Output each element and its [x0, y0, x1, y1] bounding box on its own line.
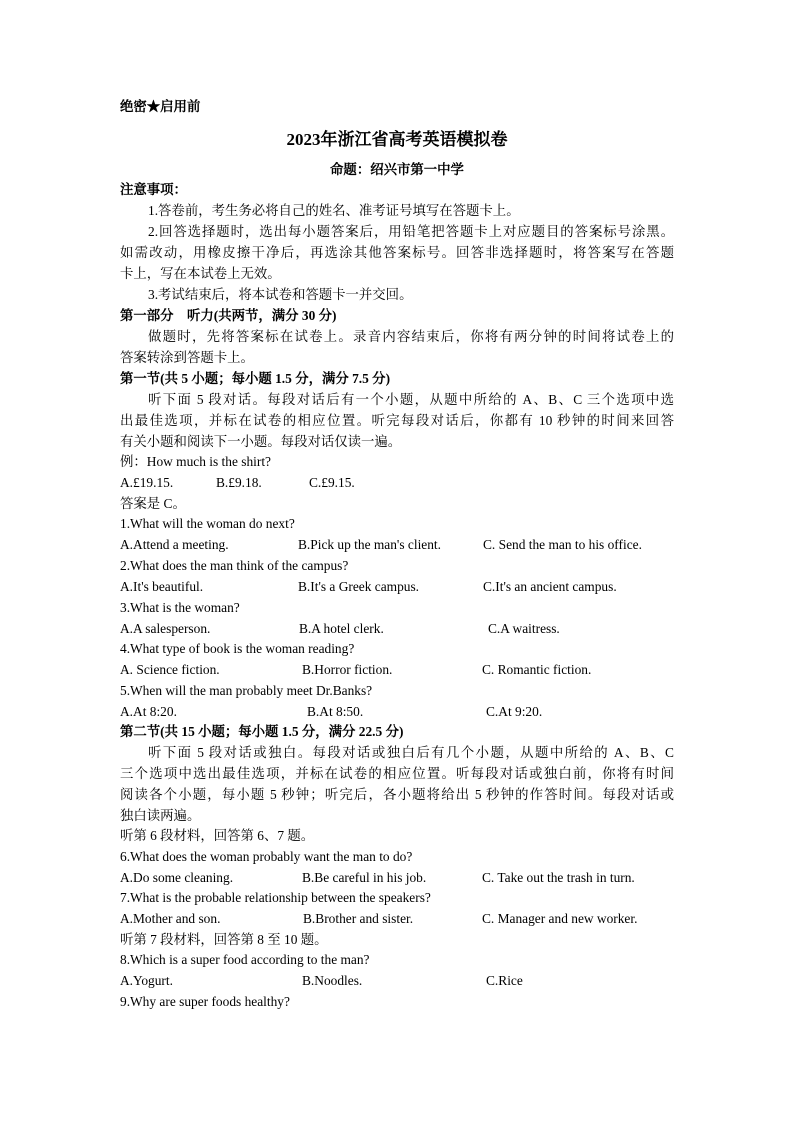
question-4: 4.What type of book is the woman reading?: [120, 641, 355, 656]
question-2: 2.What does the man think of the campus?: [120, 558, 349, 573]
author-line: 命题：绍兴市第一中学: [330, 162, 464, 177]
option-c: C.At 9:20.: [486, 704, 543, 719]
part1-intro-line-1: 做题时，先将答案标在试卷上。录音内容结束后，你将有两分钟的时间将试卷上的: [148, 329, 674, 344]
option-b: B.Horror fiction.: [302, 662, 393, 677]
example-answer: 答案是 C。: [120, 496, 186, 511]
option-c: C. Take out the trash in turn.: [482, 870, 635, 885]
note-2-line-1: 2.回答选择题时，选出每小题答案后，用铅笔把答题卡上对应题目的答案标号涂黑。: [148, 224, 674, 239]
part1-intro-line-2: 答案转涂到答题卡上。: [120, 350, 254, 365]
example-question: 例：How much is the shirt?: [120, 454, 271, 469]
section2-heading: 第二节(共 15 小题；每小题 1.5 分，满分 22.5 分): [120, 724, 404, 739]
option-a: A.Do some cleaning.: [120, 870, 234, 885]
section2-intro-line-1: 听下面 5 段对话或独白。每段对话或独白后有几个小题，从题中所给的 A、B、C: [148, 745, 674, 760]
option-c: C.A waitress.: [488, 621, 560, 636]
question-9: 9.Why are super foods healthy?: [120, 994, 290, 1009]
option-a: A. Science fiction.: [120, 662, 220, 677]
question-1: 1.What will the woman do next?: [120, 516, 295, 531]
note-1: 1.答卷前，考生务必将自己的姓名、准考证号填写在答题卡上。: [148, 203, 520, 218]
option-a: A.A salesperson.: [120, 621, 211, 636]
option-a: A.At 8:20.: [120, 704, 177, 719]
material-7-instruction: 听第 7 段材料，回答第 8 至 10 题。: [120, 932, 328, 947]
note-2-line-3: 卡上，写在本试卷上无效。: [120, 266, 281, 281]
section2-intro-line-2: 三个选项中选出最佳选项，并标在试卷的相应位置。听每段对话或独白前，你将有时间: [120, 766, 674, 781]
section1-heading: 第一节(共 5 小题；每小题 1.5 分，满分 7.5 分): [120, 371, 391, 386]
section2-intro-line-3: 阅读各个小题，每小题 5 秒钟；听完后，各小题将给出 5 秒钟的作答时间。每段对话或: [120, 787, 674, 802]
option-a: A.Attend a meeting.: [120, 537, 229, 552]
option-b: B.Be careful in his job.: [302, 870, 427, 885]
option-b: B.It's a Greek campus.: [298, 579, 420, 594]
note-2-line-2: 如需改动，用橡皮擦干净后，再选涂其他答案标号。回答非选择题时，将答案写在答题: [120, 245, 674, 260]
page-title: 2023年浙江省高考英语模拟卷: [286, 130, 508, 149]
material-6-instruction: 听第 6 段材料，回答第 6、7 题。: [120, 828, 315, 843]
notes-heading: 注意事项：: [120, 182, 187, 197]
option-b: B.Noodles.: [302, 973, 363, 988]
question-7: 7.What is the probable relationship between the speakers?: [120, 890, 431, 905]
question-8: 8.Which is a super food according to the man?: [120, 952, 370, 967]
option-a: A.Yogurt.: [120, 973, 173, 988]
option-c: C. Romantic fiction.: [482, 662, 592, 677]
section1-intro-line-1: 听下面 5 段对话。每段对话后有一个小题，从题中所给的 A、B、C 三个选项中选: [148, 392, 674, 407]
confidential-label: 绝密★启用前: [120, 99, 201, 114]
question-6: 6.What does the woman probably want the man to do?: [120, 849, 413, 864]
example-option-a: A.£19.15.: [120, 475, 174, 490]
section1-intro-line-2: 出最佳选项，并标在试卷的相应位置。听完每段对话后，你都有 10 秒钟的时间来回答: [120, 413, 674, 428]
option-c: C.It's an ancient campus.: [483, 579, 617, 594]
option-b: B.Brother and sister.: [303, 911, 414, 926]
example-option-b: B.£9.18.: [216, 475, 262, 490]
option-a: A.It's beautiful.: [120, 579, 204, 594]
note-3: 3.考试结束后，将本试卷和答题卡一并交回。: [148, 287, 413, 302]
section1-intro-line-3: 有关小题和阅读下一小题。每段对话仅读一遍。: [120, 434, 402, 449]
option-b: B.A hotel clerk.: [299, 621, 384, 636]
option-b: B.Pick up the man's client.: [298, 537, 441, 552]
question-5: 5.When will the man probably meet Dr.Banks?: [120, 683, 373, 698]
option-c: C. Manager and new worker.: [482, 911, 638, 926]
part1-heading: 第一部分 听力(共两节，满分 30 分): [120, 308, 337, 323]
option-c: C.Rice: [486, 973, 523, 988]
option-a: A.Mother and son.: [120, 911, 221, 926]
question-3: 3.What is the woman?: [120, 600, 240, 615]
section2-intro-line-4: 独白读两遍。: [120, 808, 201, 823]
option-b: B.At 8:50.: [307, 704, 364, 719]
example-option-c: C.£9.15.: [309, 475, 355, 490]
option-c: C. Send the man to his office.: [483, 537, 642, 552]
